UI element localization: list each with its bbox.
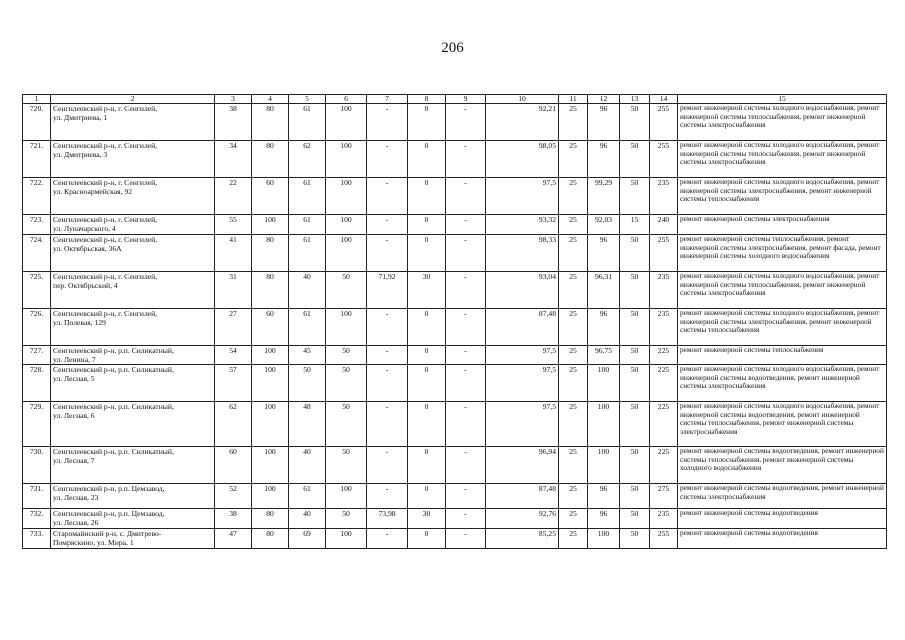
- value-c14: 240: [650, 215, 678, 235]
- row-number: 731.: [23, 484, 51, 509]
- value-c12: 100: [588, 447, 620, 484]
- value-c7: -: [367, 141, 408, 178]
- value-c8: 0: [408, 309, 446, 346]
- value-c12: 100: [588, 529, 620, 549]
- value-c10: 87,48: [486, 484, 559, 509]
- value-c13: 15: [620, 215, 650, 235]
- column-header: 5: [289, 95, 326, 104]
- works-description: ремонт инженерной системы водоотведения: [678, 529, 887, 549]
- table-row: [23, 484, 887, 509]
- address-line-2: ул. Лесная, 26: [53, 518, 99, 527]
- value-c13: 50: [620, 104, 650, 141]
- address-cell: [51, 484, 215, 509]
- table-row: [23, 215, 887, 235]
- row-number: 728.: [23, 365, 51, 402]
- value-c6: 50: [326, 346, 367, 365]
- value-c6: 100: [326, 104, 367, 141]
- value-c8: 0: [408, 178, 446, 215]
- value-c10: 92,76: [486, 509, 559, 529]
- value-c4: 100: [252, 365, 289, 402]
- value-c4: 60: [252, 309, 289, 346]
- row-number: 726.: [23, 309, 51, 346]
- column-header: 1: [23, 95, 51, 104]
- row-number: 721.: [23, 141, 51, 178]
- value-c13: 50: [620, 365, 650, 402]
- value-c10: 97,5: [486, 346, 559, 365]
- column-header: 3: [215, 95, 252, 104]
- value-c11: 25: [559, 178, 588, 215]
- value-c12: 99,29: [588, 178, 620, 215]
- value-c6: 100: [326, 235, 367, 272]
- value-c3: 41: [215, 235, 252, 272]
- value-c6: 50: [326, 447, 367, 484]
- value-c11: 25: [559, 309, 588, 346]
- value-c10: 97,5: [486, 402, 559, 447]
- value-c8: 0: [408, 529, 446, 549]
- address-line-2: ул. Луначарского, 4: [53, 224, 116, 233]
- address-cell: [51, 178, 215, 215]
- works-description: ремонт инженерной системы теплоснабжения: [678, 346, 887, 365]
- value-c8: 0: [408, 484, 446, 509]
- value-c11: 25: [559, 402, 588, 447]
- value-c6: 100: [326, 529, 367, 549]
- value-c7: -: [367, 484, 408, 509]
- value-c10: 97,5: [486, 178, 559, 215]
- value-c8: 0: [408, 365, 446, 402]
- row-number: 720.: [23, 104, 51, 141]
- value-c5: 61: [289, 104, 326, 141]
- value-c5: 40: [289, 272, 326, 309]
- value-c9: -: [446, 272, 486, 309]
- address-line-1: Сенгилеевский р-н, г. Сенгилей,: [53, 104, 158, 113]
- value-c3: 47: [215, 529, 252, 549]
- value-c13: 50: [620, 309, 650, 346]
- row-number: 725.: [23, 272, 51, 309]
- value-c14: 225: [650, 346, 678, 365]
- table-row: [23, 365, 887, 402]
- row-number: 722.: [23, 178, 51, 215]
- table-row: [23, 309, 887, 346]
- row-number: 727.: [23, 346, 51, 365]
- value-c5: 61: [289, 309, 326, 346]
- value-c3: 62: [215, 402, 252, 447]
- works-description: ремонт инженерной системы холодного водоснабжения, ремонт инженерной системы теплоснабжения, ремонт инженерной системы электроснабжения: [678, 141, 887, 178]
- repair-table: [22, 94, 887, 549]
- address-cell: [51, 509, 215, 529]
- value-c12: 100: [588, 402, 620, 447]
- address-line-1: Сенгилеевский р-н, р.п. Цемзавод,: [53, 484, 165, 493]
- table-row: [23, 104, 887, 141]
- value-c5: 40: [289, 509, 326, 529]
- value-c4: 100: [252, 484, 289, 509]
- value-c8: 0: [408, 346, 446, 365]
- value-c6: 50: [326, 402, 367, 447]
- value-c5: 45: [289, 346, 326, 365]
- value-c12: 96: [588, 104, 620, 141]
- table-body: [23, 104, 887, 549]
- address-line-1: Сенгилеевский р-н, р.п. Силикатный,: [53, 365, 174, 374]
- address-line-1: Сенгилеевский р-н, р.п. Цемзавод,: [53, 509, 165, 518]
- works-description: ремонт инженерной системы теплоснабжения, ремонт инженерной системы электроснабжения, ремонт фасада, ремонт инженерной системы холодного водоснабжения: [678, 235, 887, 272]
- value-c13: 50: [620, 141, 650, 178]
- value-c14: 255: [650, 529, 678, 549]
- column-header: 9: [446, 95, 486, 104]
- table-row: [23, 272, 887, 309]
- value-c4: 100: [252, 215, 289, 235]
- value-c12: 96,75: [588, 346, 620, 365]
- value-c13: 50: [620, 529, 650, 549]
- value-c7: -: [367, 178, 408, 215]
- column-header: 7: [367, 95, 408, 104]
- value-c8: 30: [408, 509, 446, 529]
- row-number: 733.: [23, 529, 51, 549]
- value-c11: 25: [559, 235, 588, 272]
- address-line-1: Сенгилеевский р-н, р.п. Силикатный,: [53, 447, 174, 456]
- value-c14: 235: [650, 509, 678, 529]
- value-c3: 38: [215, 104, 252, 141]
- value-c13: 50: [620, 509, 650, 529]
- address-cell: [51, 529, 215, 549]
- value-c5: 50: [289, 365, 326, 402]
- address-cell: [51, 141, 215, 178]
- value-c9: -: [446, 365, 486, 402]
- column-header: 4: [252, 95, 289, 104]
- value-c12: 96: [588, 509, 620, 529]
- value-c9: -: [446, 235, 486, 272]
- value-c13: 50: [620, 346, 650, 365]
- column-header: 8: [408, 95, 446, 104]
- address-cell: [51, 272, 215, 309]
- value-c3: 55: [215, 215, 252, 235]
- value-c10: 87,48: [486, 309, 559, 346]
- address-line-1: Сенгилеевский р-н, г. Сенгилей,: [53, 235, 158, 244]
- table-row: [23, 141, 887, 178]
- works-description: ремонт инженерной системы холодного водоснабжения, ремонт инженерной системы водоотведения, ремонт инженерной системы теплоснабжения, ремонт инженерной системы электроснабжения: [678, 402, 887, 447]
- value-c3: 57: [215, 365, 252, 402]
- works-description: ремонт инженерной системы холодного водоснабжения, ремонт инженерной системы теплоснабжения, ремонт инженерной системы электроснабжения: [678, 104, 887, 141]
- value-c9: -: [446, 529, 486, 549]
- address-cell: [51, 346, 215, 365]
- value-c10: 85,25: [486, 529, 559, 549]
- value-c11: 25: [559, 346, 588, 365]
- value-c11: 25: [559, 141, 588, 178]
- value-c5: 69: [289, 529, 326, 549]
- value-c6: 50: [326, 509, 367, 529]
- value-c12: 96: [588, 235, 620, 272]
- works-description: ремонт инженерной системы водоотведения, ремонт инженерной системы теплоснабжения, ремонт инженерной системы холодного водоснабжения: [678, 447, 887, 484]
- value-c9: -: [446, 178, 486, 215]
- works-description: ремонт инженерной системы электроснабжения: [678, 215, 887, 235]
- value-c7: -: [367, 447, 408, 484]
- table-row: [23, 529, 887, 549]
- value-c9: -: [446, 215, 486, 235]
- works-description: ремонт инженерной системы холодного водоснабжения, ремонт инженерной системы электроснабжения, ремонт инженерной системы теплоснабжения: [678, 178, 887, 215]
- value-c11: 25: [559, 365, 588, 402]
- value-c7: -: [367, 309, 408, 346]
- value-c12: 92,03: [588, 215, 620, 235]
- value-c10: 97,5: [486, 365, 559, 402]
- address-line-2: ул. Дмитриева, 3: [53, 150, 108, 159]
- value-c9: -: [446, 104, 486, 141]
- address-line-2: ул. Лесная, 7: [53, 456, 95, 465]
- address-line-1: Сенгилеевский р-н, г. Сенгилей,: [53, 215, 158, 224]
- value-c14: 255: [650, 141, 678, 178]
- value-c5: 61: [289, 235, 326, 272]
- value-c12: 96: [588, 484, 620, 509]
- value-c13: 50: [620, 402, 650, 447]
- value-c10: 98,05: [486, 141, 559, 178]
- address-cell: [51, 309, 215, 346]
- column-header: 14: [650, 95, 678, 104]
- value-c6: 50: [326, 365, 367, 402]
- address-line-1: Сенгилеевский р-н, г. Сенгилей,: [53, 141, 158, 150]
- row-number: 732.: [23, 509, 51, 529]
- row-number: 724.: [23, 235, 51, 272]
- value-c3: 22: [215, 178, 252, 215]
- value-c12: 96: [588, 309, 620, 346]
- value-c10: 98,33: [486, 235, 559, 272]
- value-c14: 255: [650, 104, 678, 141]
- value-c7: -: [367, 235, 408, 272]
- value-c9: -: [446, 141, 486, 178]
- value-c4: 100: [252, 447, 289, 484]
- works-description: ремонт инженерной системы водоотведения: [678, 509, 887, 529]
- works-description: ремонт инженерной системы холодного водоснабжения, ремонт инженерной системы электроснабжения, ремонт инженерной системы теплоснабжения: [678, 309, 887, 346]
- address-cell: [51, 215, 215, 235]
- value-c13: 50: [620, 235, 650, 272]
- address-cell: [51, 402, 215, 447]
- address-cell: [51, 104, 215, 141]
- value-c11: 25: [559, 272, 588, 309]
- address-line-1: Сенгилеевский р-н, г. Сенгилей,: [53, 272, 158, 281]
- value-c5: 61: [289, 484, 326, 509]
- value-c9: -: [446, 484, 486, 509]
- value-c5: 61: [289, 178, 326, 215]
- address-line-2: ул. Лесная, 23: [53, 493, 99, 502]
- value-c7: 71,92: [367, 272, 408, 309]
- value-c14: 235: [650, 178, 678, 215]
- value-c8: 0: [408, 235, 446, 272]
- address-line-1: Сенгилеевский р-н, г. Сенгилей,: [53, 178, 158, 187]
- value-c6: 100: [326, 215, 367, 235]
- address-line-1: Сенгилеевский р-н, р.п. Силикатный,: [53, 346, 174, 355]
- value-c5: 61: [289, 215, 326, 235]
- value-c3: 31: [215, 272, 252, 309]
- table-row: [23, 402, 887, 447]
- column-header: 12: [588, 95, 620, 104]
- address-line-1: Сенгилеевский р-н, р.п. Силикатный,: [53, 402, 174, 411]
- value-c11: 25: [559, 484, 588, 509]
- table-row: [23, 178, 887, 215]
- value-c13: 50: [620, 484, 650, 509]
- value-c4: 80: [252, 272, 289, 309]
- value-c6: 100: [326, 309, 367, 346]
- value-c6: 100: [326, 141, 367, 178]
- value-c9: -: [446, 509, 486, 529]
- address-line-1: Старомайнский р-н, с. Дмитрево-: [53, 529, 162, 538]
- value-c3: 34: [215, 141, 252, 178]
- value-c3: 52: [215, 484, 252, 509]
- value-c13: 50: [620, 447, 650, 484]
- row-number: 730.: [23, 447, 51, 484]
- value-c14: 225: [650, 365, 678, 402]
- value-c6: 100: [326, 178, 367, 215]
- value-c9: -: [446, 402, 486, 447]
- value-c14: 225: [650, 447, 678, 484]
- value-c5: 62: [289, 141, 326, 178]
- value-c12: 96: [588, 141, 620, 178]
- value-c9: -: [446, 447, 486, 484]
- header-row: [23, 95, 887, 104]
- value-c4: 80: [252, 529, 289, 549]
- value-c7: 73,98: [367, 509, 408, 529]
- table-row: [23, 346, 887, 365]
- value-c4: 80: [252, 104, 289, 141]
- row-number: 723.: [23, 215, 51, 235]
- value-c7: -: [367, 402, 408, 447]
- page-number: 206: [441, 40, 464, 56]
- value-c4: 80: [252, 141, 289, 178]
- table-row: [23, 509, 887, 529]
- value-c11: 25: [559, 104, 588, 141]
- row-number: 729.: [23, 402, 51, 447]
- address-line-2: ул. Ленина, 7: [53, 355, 96, 364]
- value-c3: 54: [215, 346, 252, 365]
- column-header: 10: [486, 95, 559, 104]
- value-c6: 50: [326, 272, 367, 309]
- value-c8: 0: [408, 447, 446, 484]
- value-c14: 255: [650, 235, 678, 272]
- value-c12: 96,31: [588, 272, 620, 309]
- value-c4: 80: [252, 235, 289, 272]
- address-cell: [51, 365, 215, 402]
- table-row: [23, 235, 887, 272]
- address-line-2: ул. Дмитриева, 1: [53, 113, 108, 122]
- value-c5: 40: [289, 447, 326, 484]
- column-header: 13: [620, 95, 650, 104]
- value-c14: 275: [650, 484, 678, 509]
- works-description: ремонт инженерной системы холодного водоснабжения, ремонт инженерной системы водоотведения, ремонт инженерной системы электроснабжения: [678, 365, 887, 402]
- value-c3: 60: [215, 447, 252, 484]
- value-c5: 48: [289, 402, 326, 447]
- value-c9: -: [446, 346, 486, 365]
- works-description: ремонт инженерной системы водоотведения, ремонт инженерной системы электроснабжения: [678, 484, 887, 509]
- value-c14: 235: [650, 309, 678, 346]
- address-line-2: ул. Октябрьская, 36А: [53, 244, 122, 253]
- value-c7: -: [367, 215, 408, 235]
- address-line-2: Помряскино, ул. Мира, 1: [53, 538, 134, 547]
- works-description: ремонт инженерной системы холодного водоснабжения, ремонт инженерной системы теплоснабжения, ремонт инженерной системы электроснабжения: [678, 272, 887, 309]
- value-c11: 25: [559, 215, 588, 235]
- value-c8: 0: [408, 215, 446, 235]
- value-c8: 0: [408, 104, 446, 141]
- value-c12: 100: [588, 365, 620, 402]
- address-cell: [51, 447, 215, 484]
- value-c4: 80: [252, 509, 289, 529]
- value-c6: 100: [326, 484, 367, 509]
- value-c11: 25: [559, 509, 588, 529]
- value-c14: 225: [650, 402, 678, 447]
- value-c8: 30: [408, 272, 446, 309]
- value-c11: 25: [559, 447, 588, 484]
- address-cell: [51, 235, 215, 272]
- address-line-2: ул. Красноармейская, 92: [53, 187, 133, 196]
- value-c13: 50: [620, 178, 650, 215]
- value-c7: -: [367, 529, 408, 549]
- address-line-2: ул. Лесная, 5: [53, 374, 95, 383]
- value-c14: 235: [650, 272, 678, 309]
- value-c10: 92,21: [486, 104, 559, 141]
- value-c7: -: [367, 346, 408, 365]
- value-c3: 27: [215, 309, 252, 346]
- address-line-2: ул. Полевая, 129: [53, 318, 106, 327]
- table-row: [23, 447, 887, 484]
- address-line-2: пер. Октябрьский, 4: [53, 281, 118, 290]
- value-c3: 38: [215, 509, 252, 529]
- value-c8: 0: [408, 402, 446, 447]
- column-header: 2: [51, 95, 215, 104]
- value-c10: 96,94: [486, 447, 559, 484]
- address-line-2: ул. Лесная, 6: [53, 411, 95, 420]
- value-c10: 93,32: [486, 215, 559, 235]
- value-c11: 25: [559, 529, 588, 549]
- column-header: 15: [678, 95, 887, 104]
- value-c4: 60: [252, 178, 289, 215]
- address-line-1: Сенгилеевский р-н, г. Сенгилей,: [53, 309, 158, 318]
- column-header: 6: [326, 95, 367, 104]
- value-c13: 50: [620, 272, 650, 309]
- value-c4: 100: [252, 346, 289, 365]
- value-c7: -: [367, 104, 408, 141]
- column-header: 11: [559, 95, 588, 104]
- value-c7: -: [367, 365, 408, 402]
- value-c8: 0: [408, 141, 446, 178]
- value-c10: 93,04: [486, 272, 559, 309]
- value-c9: -: [446, 309, 486, 346]
- value-c4: 100: [252, 402, 289, 447]
